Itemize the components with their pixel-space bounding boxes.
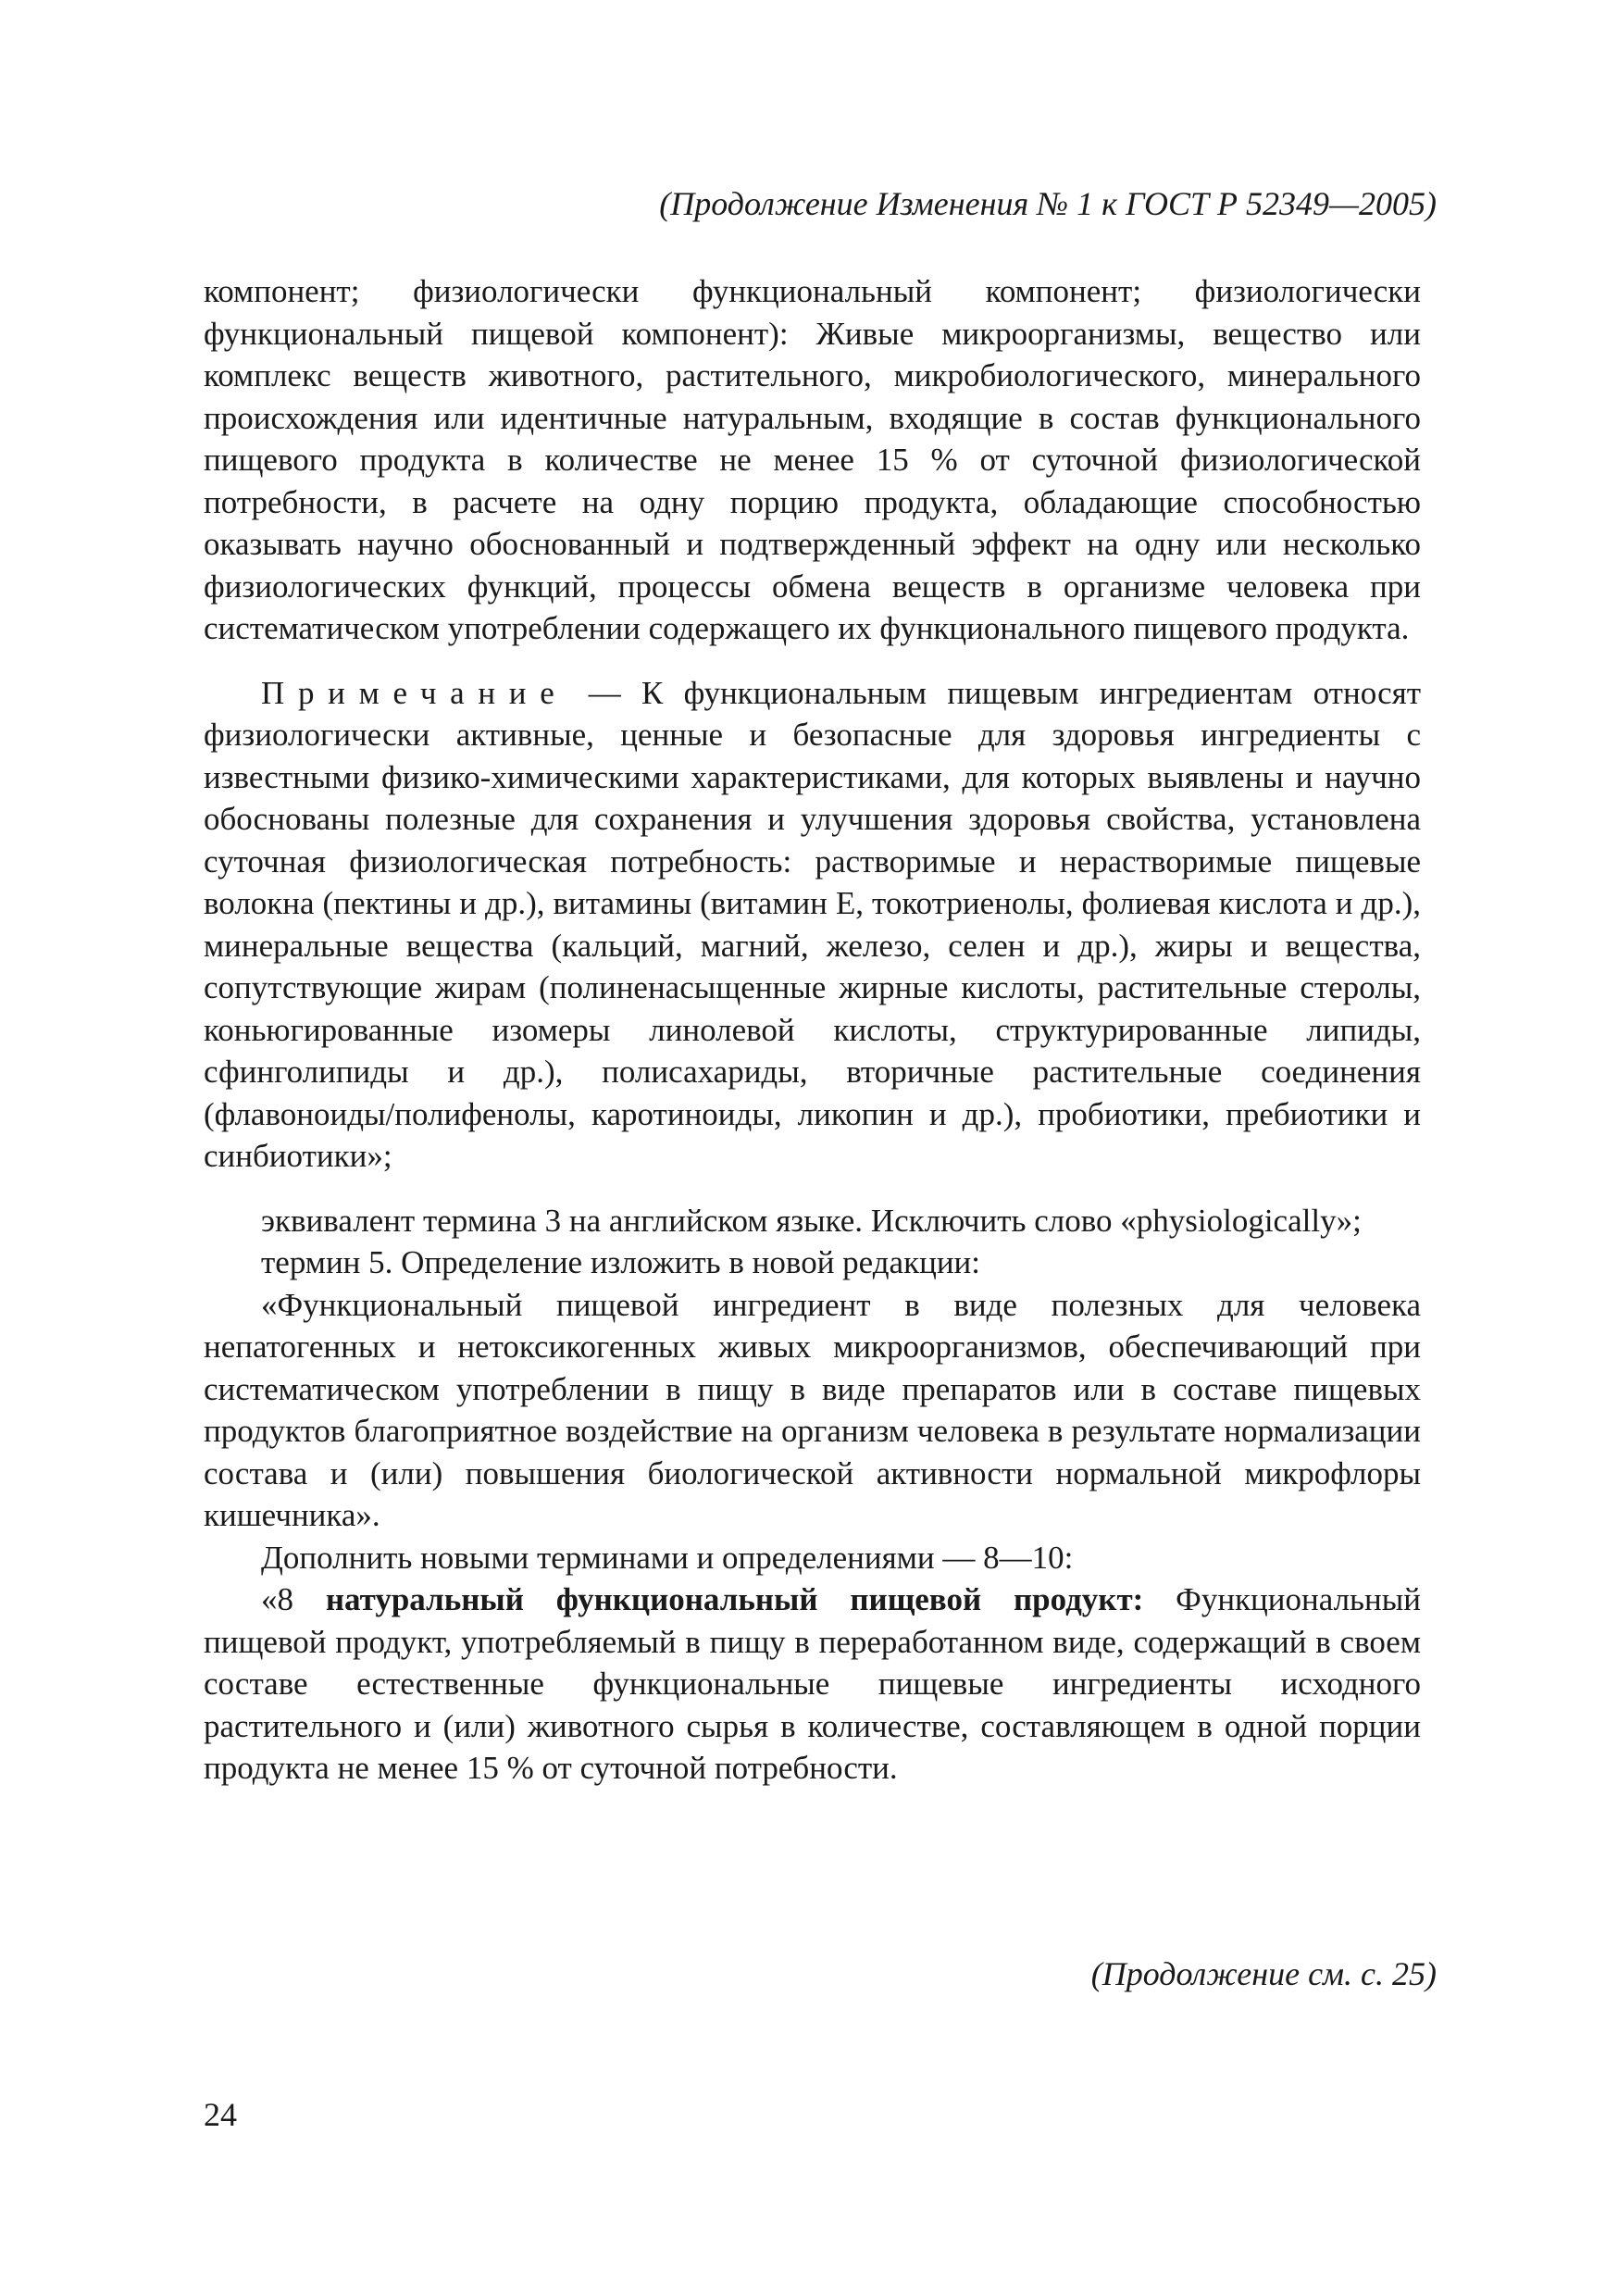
note-text: — К функциональным пищевым ингредиентам относят физиологически активные, ценные и безопасные для здоровья ингредиенты с известными физико-химическими характеристиками, для которых выявлены и научно обоснованы полезные для сохранения и улучшения здоровья свойства, установлена суточная физиологическая потребность: растворимые и нерастворимые пищевые волокна (пектины и др.), витамины (витамин Е, токотриенолы, фолиевая кислота и др.), минеральные вещества (кальций, магний, железо, селен и др.), жиры и вещества, сопутствующие жирам (полиненасыщенные жирные кислоты, растительные стеролы, коньюгированные изомеры линолевой кислоты, структурированные липиды, сфинголипиды и др.), полисахариды, вторичные растительные соединения (флавоноиды/полифенолы, каротиноиды, ликопин и др.), пробиотики, пребиотики и синбиотики»; <box>204 674 1421 1174</box>
note-paragraph <box>204 672 1421 1178</box>
continuation-footer: (Продолжение см. с. 25) <box>1090 1955 1437 1992</box>
definition-paragraph: компонент; физиологически функциональный компонент; физиологически функциональный пищевой компонент): Живые микроорганизмы, вещество или комплекс веществ животного, растительного, микробиологического, минерального происхождения или идентичные натуральным, входящие в состав функционального пищевого продукта в количестве не менее 15 % от суточной физиологической потребности, в расчете на одну порцию продукта, обладающие способностью оказывать научно обоснованный и подтвержденный эффект на одну или несколько физиологических функций, процессы обмена веществ в организме человека при систематическом употреблении содержащего их функционального пищевого продукта. <box>204 273 1421 646</box>
english-equivalent-paragraph: эквивалент термина 3 на английском языке. Исключить слово «physiologically»; <box>261 1202 1362 1239</box>
term-5-definition-paragraph: «Функциональный пищевой ингредиент в виде полезных для человека непатогенных и нетоксикогенных живых микроорганизмов, обеспечивающий при систематическом употреблении в пищу в виде препаратов или в составе пищевых продуктов благоприятное воздействие на организм человека в результате нормализации состава и (или) повышения биологической активности нормальной микрофлоры кишечника». <box>204 1286 1421 1533</box>
term-8-title: натуральный функциональный пищевой продукт: <box>325 1581 1144 1617</box>
note-label: Примечание <box>261 674 568 711</box>
page-number: 24 <box>204 2096 237 2133</box>
add-terms-paragraph: Дополнить новыми терминами и определениями — 8—10: <box>261 1539 1074 1576</box>
term-8-paragraph <box>204 1578 1421 1790</box>
term-5-paragraph: термин 5. Определение изложить в новой редакции: <box>261 1244 981 1280</box>
term-8-number: «8 <box>261 1581 326 1617</box>
continuation-header: (Продолжение Изменения № 1 к ГОСТ Р 52349—2005) <box>659 185 1437 222</box>
term-8-definition: Функциональный пищевой продукт, употребляемый в пищу в переработанном виде, содержащий в своем составе естественные функциональные пищевые ингредиенты исходного растительного и (или) животного сырья в количестве, составляющем в одной порции продукта не менее 15 % от суточной потребности. <box>204 1581 1421 1786</box>
document-body <box>204 270 1421 1790</box>
